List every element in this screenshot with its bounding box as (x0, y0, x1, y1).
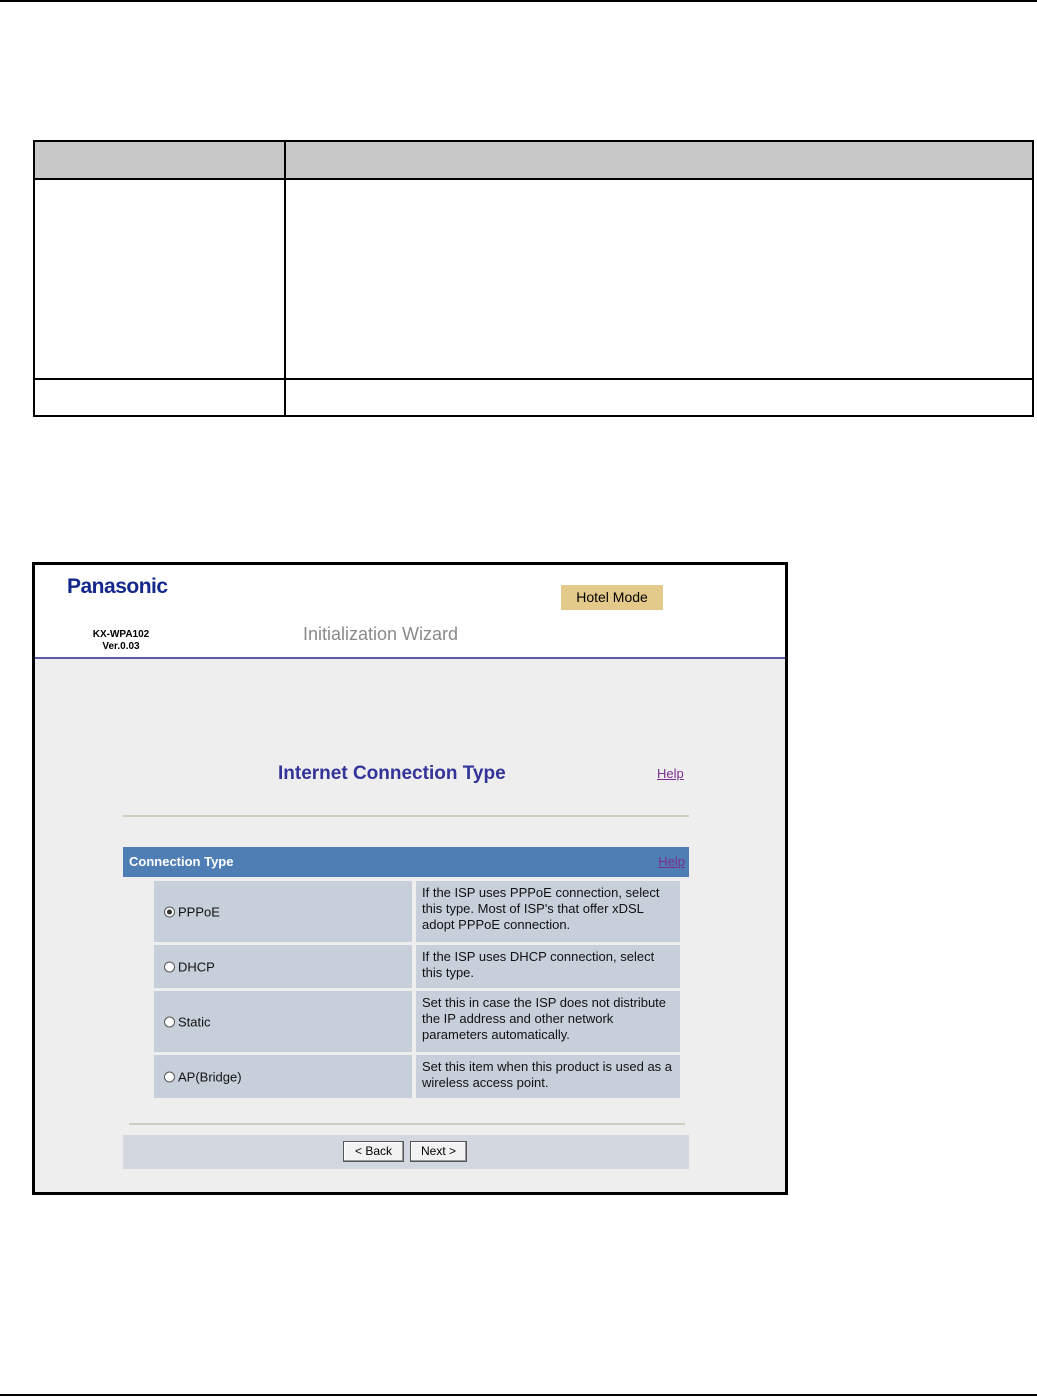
radio-ap-bridge[interactable] (164, 1069, 242, 1084)
section-header (123, 847, 689, 877)
radio-unselected-icon[interactable] (164, 961, 175, 972)
footer-separator (129, 1123, 685, 1125)
option-row-pppoe (154, 881, 680, 942)
option-row-ap-bridge (154, 1055, 680, 1098)
empty-document-table (33, 140, 1034, 417)
radio-unselected-icon[interactable] (164, 1071, 175, 1082)
app-header (35, 565, 785, 657)
option-row-dhcp (154, 945, 680, 988)
option-cell (154, 945, 412, 988)
option-cell (154, 991, 412, 1052)
radio-dhcp[interactable] (164, 959, 215, 974)
radio-static[interactable] (164, 1014, 211, 1029)
wizard-title: Initialization Wizard (303, 624, 459, 644)
option-label: DHCP (178, 959, 215, 974)
help-link[interactable]: Help (657, 766, 684, 781)
next-button[interactable]: Next > (410, 1141, 467, 1162)
back-button[interactable]: < Back (343, 1141, 404, 1162)
table-row-divider (35, 378, 1032, 380)
option-description: If the ISP uses DHCP connection, select this type. (416, 945, 680, 988)
radio-selected-icon[interactable] (164, 906, 175, 917)
screenshot-frame (32, 562, 788, 1195)
option-description: Set this in case the ISP does not distribute the IP address and other network parameters automatically. (416, 991, 680, 1052)
option-label: PPPoE (178, 904, 220, 919)
radio-unselected-icon[interactable] (164, 1016, 175, 1027)
bottom-rule (0, 1394, 1037, 1396)
section-label: Connection Type (129, 854, 234, 869)
table-column-divider (284, 142, 286, 415)
option-row-static (154, 991, 680, 1052)
model-info (83, 629, 159, 653)
title-separator (123, 815, 689, 817)
table-header-row (35, 142, 1032, 180)
option-label: AP(Bridge) (178, 1069, 242, 1084)
model-name: KX-WPA102 (92, 629, 150, 640)
option-label: Static (178, 1014, 211, 1029)
option-cell (154, 1055, 412, 1098)
firmware-version: Ver.0.03 (102, 641, 140, 652)
section-help-link[interactable]: Help (658, 854, 685, 869)
radio-pppoe[interactable] (164, 904, 220, 919)
option-description: Set this item when this product is used as a wireless access point. (416, 1055, 680, 1098)
connection-options (154, 881, 680, 1101)
option-cell (154, 881, 412, 942)
brand-logo: Panasonic (67, 575, 168, 598)
wizard-body (35, 659, 785, 1192)
button-bar (123, 1135, 689, 1169)
option-description: If the ISP uses PPPoE connection, select this type. Most of ISP's that offer xDSL adopt PPPoE connection. (416, 881, 680, 942)
page-title: Internet Connection Type (278, 763, 506, 784)
hotel-mode-badge: Hotel Mode (561, 585, 663, 610)
top-rule (0, 0, 1037, 2)
